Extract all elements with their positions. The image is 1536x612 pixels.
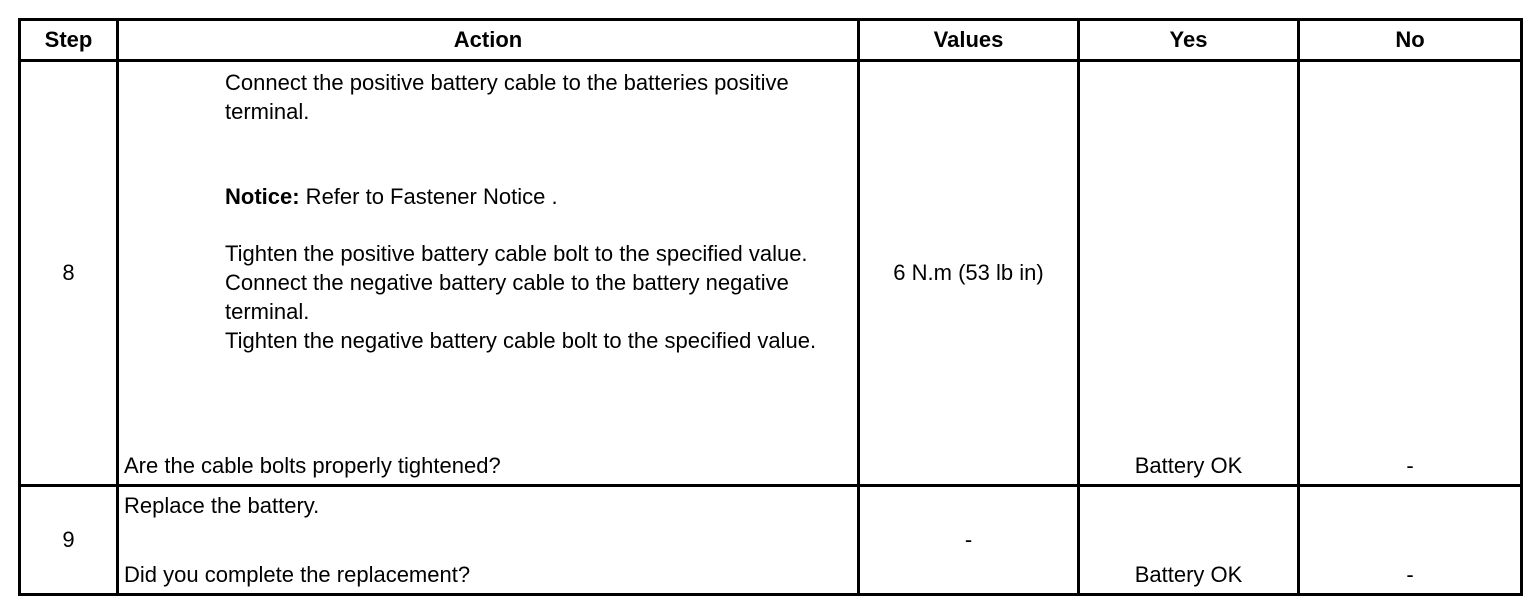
no-result: - — [1406, 453, 1414, 478]
values-cell: 6 N.m (53 lb in) — [859, 61, 1079, 486]
table-row — [20, 61, 1522, 486]
header-yes: Yes — [1079, 20, 1299, 61]
notice-text: Refer to Fastener Notice . — [299, 184, 558, 209]
step-number: 8 — [20, 61, 118, 486]
header-values: Values — [859, 20, 1079, 61]
yes-cell — [1079, 486, 1299, 595]
yes-cell — [1079, 61, 1299, 486]
action-question: Are the cable bolts properly tightened? — [124, 453, 501, 478]
action-connect-negative: Connect the negative battery cable to the battery negative terminal. — [225, 270, 789, 324]
action-cell — [118, 486, 859, 595]
notice-label: Notice: — [225, 184, 300, 209]
yes-result: Battery OK — [1134, 453, 1243, 478]
table-row — [20, 486, 1522, 595]
diagnostic-table — [18, 18, 1523, 596]
action-tighten-positive: Tighten the positive battery cable bolt to the specified value. — [225, 241, 808, 266]
header-step: Step — [20, 20, 118, 61]
no-result: - — [1406, 562, 1414, 587]
no-cell — [1299, 61, 1522, 486]
notice-line — [225, 182, 857, 211]
action-connect-positive: Connect the positive battery cable to the batteries positive terminal. — [225, 70, 789, 124]
action-question: Did you complete the replacement? — [124, 562, 471, 587]
no-cell — [1299, 486, 1522, 595]
action-tighten-negative: Tighten the negative battery cable bolt to the specified value. — [225, 328, 817, 353]
header-action: Action — [118, 20, 859, 61]
header-row — [20, 20, 1522, 61]
values-cell: - — [859, 486, 1079, 595]
header-no: No — [1299, 20, 1522, 61]
step-number: 9 — [20, 486, 118, 595]
action-replace-battery: Replace the battery. — [124, 493, 320, 518]
yes-result: Battery OK — [1134, 562, 1243, 587]
action-cell — [118, 61, 859, 486]
